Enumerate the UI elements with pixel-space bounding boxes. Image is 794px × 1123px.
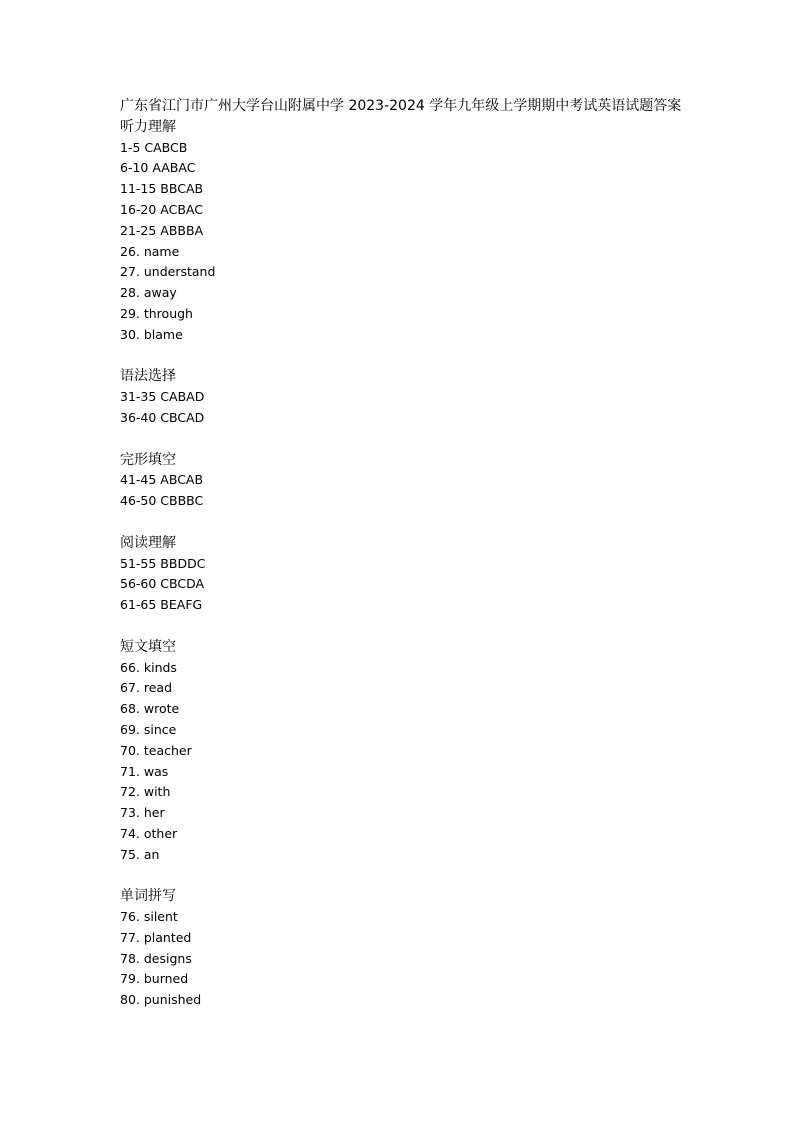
section-heading-grammar: 语法选择 <box>120 368 176 385</box>
answer-line: 1-5 CABCB <box>120 139 188 155</box>
answer-line: 68. wrote <box>120 701 180 717</box>
document-title: 广东省江门市广州大学台山附属中学 2023-2024 学年九年级上学期期中考试英语试题答案 <box>120 98 682 114</box>
answer-line: 31-35 CABAD <box>120 389 205 405</box>
answer-line: 11-15 BBCAB <box>120 181 204 197</box>
answer-line: 72. with <box>120 784 171 800</box>
answer-line: 27. understand <box>120 264 216 280</box>
answer-line: 56-60 CBCDA <box>120 576 205 592</box>
answer-line: 41-45 ABCAB <box>120 472 204 488</box>
answer-line: 36-40 CBCAD <box>120 409 205 425</box>
answer-line: 74. other <box>120 825 178 841</box>
answer-line: 70. teacher <box>120 742 192 758</box>
section-spacer <box>120 865 760 886</box>
answer-line: 67. read <box>120 680 173 696</box>
section-heading-reading: 阅读理解 <box>120 534 176 551</box>
answer-line: 80. punished <box>120 992 202 1008</box>
section-spacer <box>120 616 760 637</box>
section-spacer <box>120 512 760 533</box>
answer-line: 6-10 AABAC <box>120 160 196 176</box>
section-heading-listening: 听力理解 <box>120 118 176 135</box>
section-heading-spelling: 单词拼写 <box>120 888 176 905</box>
answer-line: 79. burned <box>120 971 189 987</box>
answer-line: 71. was <box>120 763 169 779</box>
answer-line: 73. her <box>120 805 165 821</box>
answer-line: 77. planted <box>120 929 192 945</box>
section-heading-passage-fill: 短文填空 <box>120 638 176 655</box>
answer-line: 28. away <box>120 285 177 301</box>
answer-document <box>120 96 760 1011</box>
answer-line: 69. since <box>120 721 177 737</box>
section-spacer <box>120 429 760 450</box>
answer-line: 78. designs <box>120 950 192 966</box>
answer-line: 26. name <box>120 243 180 259</box>
answer-line: 29. through <box>120 305 193 321</box>
answer-line: 61-65 BEAFG <box>120 597 203 613</box>
answer-line: 46-50 CBBBC <box>120 493 204 509</box>
answer-line: 75. an <box>120 846 160 862</box>
answer-line: 51-55 BBDDC <box>120 555 206 571</box>
answer-line: 76. silent <box>120 909 178 925</box>
answer-line: 16-20 ACBAC <box>120 201 203 217</box>
answer-line: 66. kinds <box>120 659 177 675</box>
answer-line: 30. blame <box>120 326 183 342</box>
answer-line: 21-25 ABBBA <box>120 222 204 238</box>
section-spacer <box>120 346 760 367</box>
section-heading-cloze: 完形填空 <box>120 451 176 468</box>
